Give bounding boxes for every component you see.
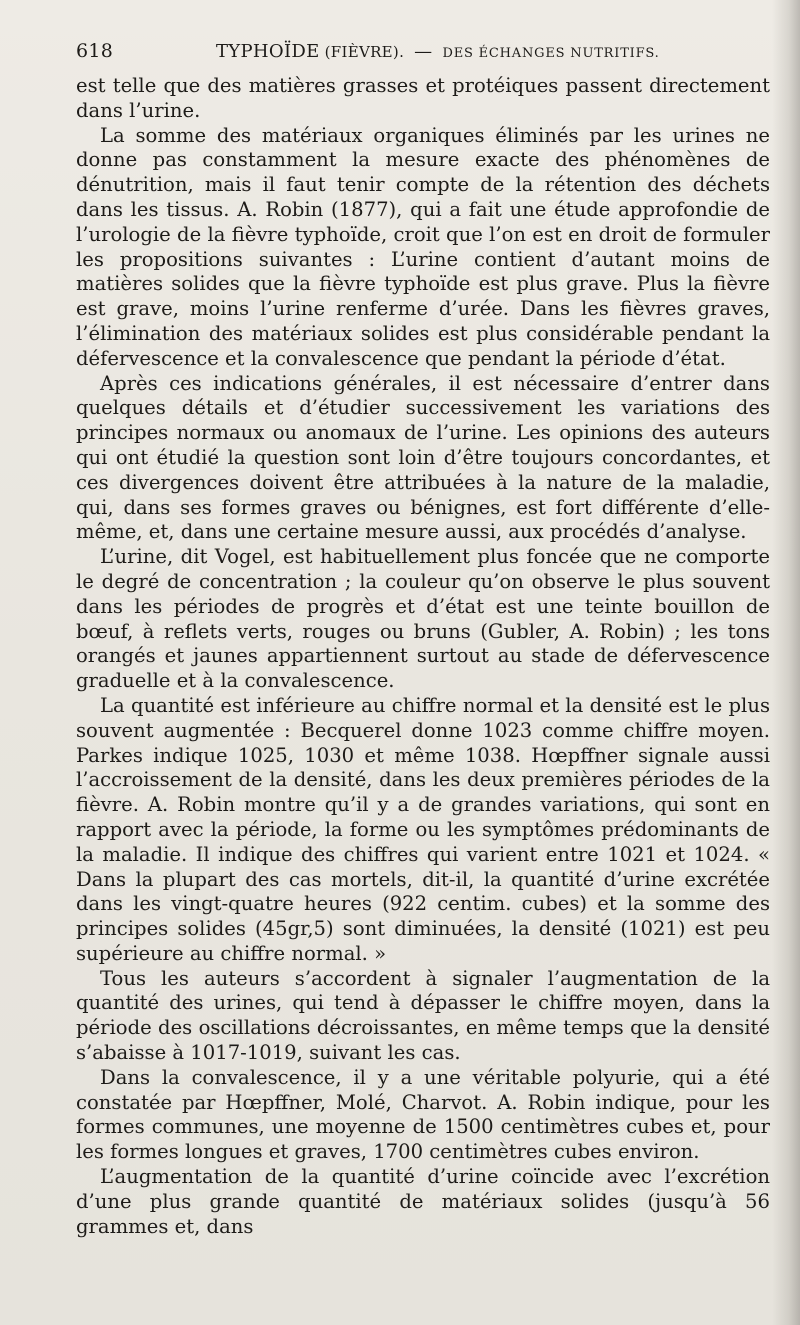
header-dash: — (414, 41, 433, 62)
paragraph-continuation: est telle que des matières grasses et protéiques passent directement dans l’urine. (76, 74, 770, 122)
running-header (76, 40, 770, 74)
paragraph-urine-color: L’urine, dit Vogel, est habituellement plus foncée que ne comporte le degré de concentration ; la couleur qu’on observe le plus souvent dans les périodes de progrès et d’état est une teinte bouillon de bœuf, à reflets verts, rouges ou bruns (Gubler, A. Robin) ; les tons orangés et jaunes appartiennent surtout au stade de défervescence graduelle et à la convalescence. (76, 545, 770, 693)
page-edge-shadow (772, 0, 800, 1325)
header-section: DES ÉCHANGES NUTRITIFS. (442, 46, 660, 61)
body-text (76, 74, 770, 1239)
paragraph-authors-agree: Tous les auteurs s’accordent à signaler l’augmentation de la quantité des urines, qui tend à dépasser le chiffre moyen, dans la période des oscillations décroissantes, en même temps que la densité s’abaisse à 1017-1019, suivant les cas. (76, 966, 770, 1065)
paragraph-quantity-density: La quantité est inférieure au chiffre normal et la densité est le plus souvent augmentée : Becquerel donne 1023 comme chiffre moyen. Parkes indique 1025, 1030 et même 1038. Hœpffner signale aussi l’accroissement de la densité, dans les deux premières périodes de la fièvre. A. Robin montre qu’il y a de grandes variations, qui sont en rapport avec la période, la forme ou les symptômes prédominants de la maladie. Il indique des chiffres qui varient entre 1021 et 1024. « Dans la plupart des cas mortels, dit-il, la quantité d’urine excrétée dans les vingt-quatre heures (922 centim. cubes) et la somme des principes solides (45gr,5) sont diminuées, la densité (1021) est peu supérieure au chiffre normal. » (76, 693, 770, 965)
paragraph-general-indications: Après ces indications générales, il est nécessaire d’entrer dans quelques détails et d’étudier successivement les variations des principes normaux ou anomaux de l’urine. Les opinions des auteurs qui ont étudié la question sont loin d’être toujours concordantes, et ces divergences doivent être attribuées à la nature de la maladie, qui, dans ses formes graves ou bénignes, est fort différente d’elle-même, et, dans une certaine mesure aussi, aux procédés d’analyse. (76, 371, 770, 544)
header-subtitle (320, 43, 405, 61)
paragraph-convalescence: Dans la convalescence, il y a une véritable polyurie, qui a été constatée par Hœpffner, Molé, Charvot. A. Robin indique, pour les formes communes, une moyenne de 1500 centimètres cubes et, pour les formes longues et graves, 1700 centimètres cubes environ. (76, 1065, 770, 1164)
header-paren: (FIÈVRE). (324, 43, 405, 61)
page-number: 618 (76, 40, 114, 62)
paragraph-organic-materials: La somme des matériaux organiques éliminés par les urines ne donne pas constamment la mesure exacte des phénomènes de dénutrition, mais il faut tenir compte de la rétention des déchets dans les tissus. A. Robin (1877), qui a fait une étude approfondie de l’urologie de la fièvre typhoïde, croit que l’on est en droit de formuler les propositions suivantes : L’urine contient d’autant moins de matières solides que la fièvre typhoïde est plus grave. Plus la fièvre est grave, moins l’urine renferme d’urée. Dans les fièvres graves, l’élimination des matériaux solides est plus considérable pendant la défervescence et la convalescence que pendant la période d’état. (76, 123, 770, 370)
paragraph-augmentation: L’augmentation de la quantité d’urine coïncide avec l’excrétion d’une plus grande quantité de matériaux solides (jusqu’à 56 grammes et, dans (76, 1165, 770, 1238)
header-title: TYPHOÏDE (216, 41, 320, 62)
